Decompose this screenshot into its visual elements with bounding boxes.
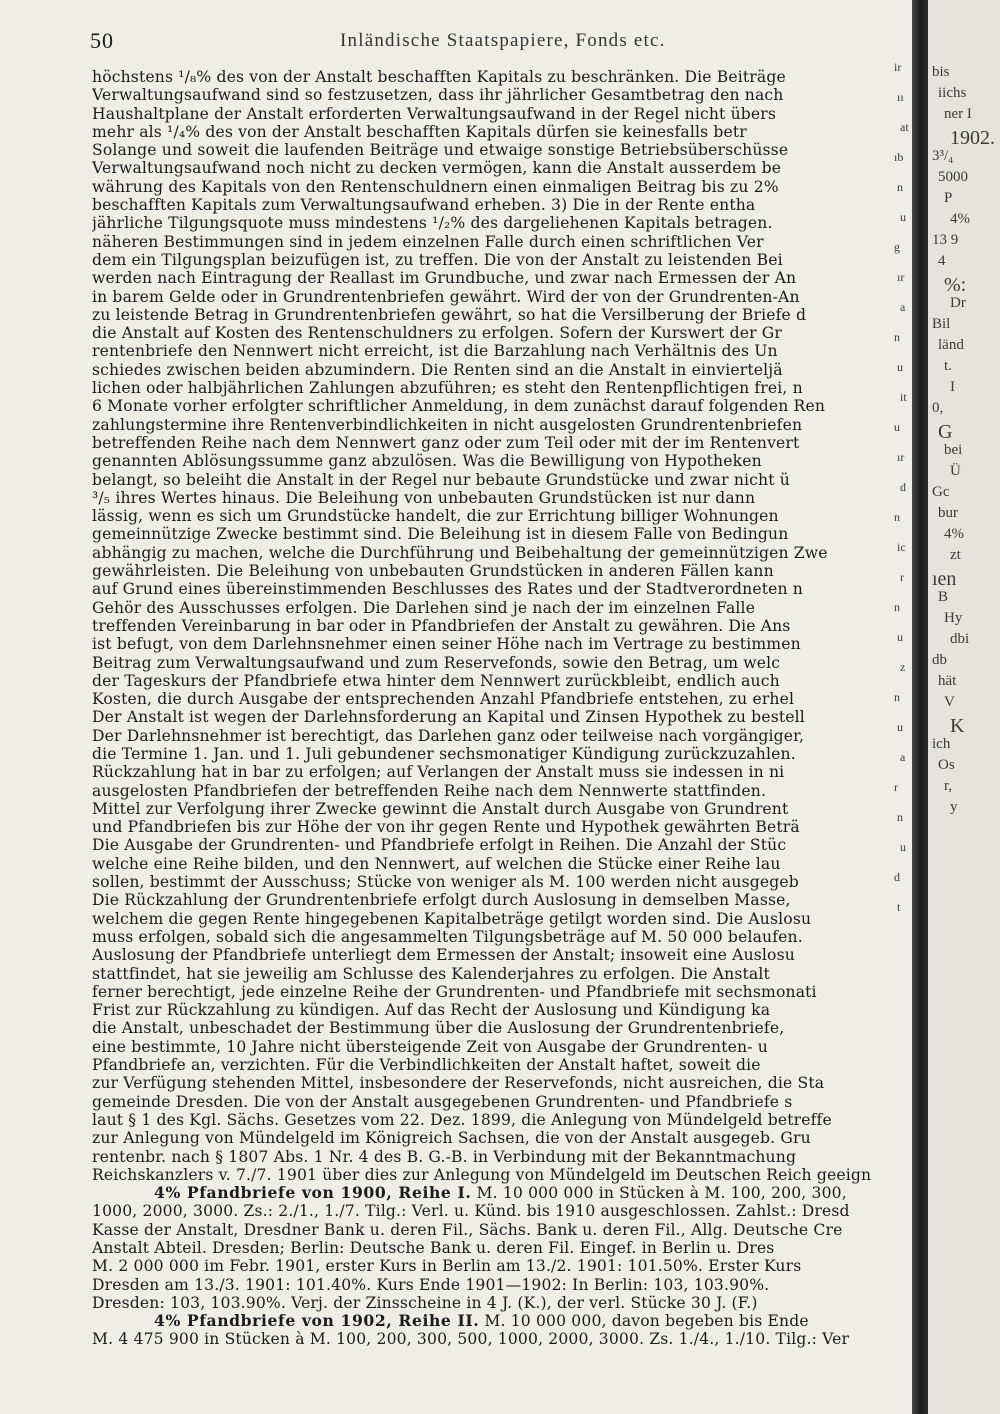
facing-page-fragment: ich	[932, 736, 951, 752]
line-text: sollen, bestimmt der Ausschuss; Stücke von weniger als M. 100 werden nicht ausgegeb	[92, 873, 799, 892]
text-line	[92, 727, 902, 745]
line-text: währung des Kapitals von den Rentenschuldnern einen einmaligen Beitrag bis zu 2%	[92, 177, 779, 196]
text-line	[92, 233, 902, 251]
line-text: zahlungstermine ihre Rentenverbindlichkeiten in nicht ausgelosten Grundrentenbriefen	[92, 415, 803, 434]
line-text: auf Grund eines übereinstimmenden Beschlusses des Rates und der Stadtverordneten n	[92, 580, 804, 599]
text-line	[92, 873, 902, 891]
line-text: lichen oder halbjährlichen Zahlungen abzuführen; es steht den Rentenpflichtigen frei, n	[92, 379, 803, 398]
text-line	[92, 1093, 902, 1111]
text-line	[92, 690, 902, 708]
line-text: dem ein Tilgungsplan beizufügen ist, zu treffen. Die von der Anstalt zu leistenden Bei	[92, 250, 783, 269]
line-text: höchstens ¹/₈% des von der Anstalt beschafften Kapitals zu beschränken. Die Beiträge	[92, 68, 786, 86]
margin-fragment: d	[894, 870, 900, 884]
line-text: welche eine Reihe bilden, und den Nennwert, auf welchen die Stücke einer Reihe lau	[92, 854, 781, 873]
line-text: rentenbriefe den Nennwert nicht erreicht, ist die Barzahlung nach Verhältnis des Un	[92, 342, 778, 361]
line-text: die Anstalt, unbeschadet der Bestimmung über die Auslosung der Grundrentenbriefe,	[92, 1019, 785, 1038]
margin-fragment: n	[897, 810, 903, 824]
line-text: die Termine 1. Jan. und 1. Juli gebundener sechsmonatiger Kündigung zurückzuzahlen.	[92, 744, 796, 763]
line-text: M. 4 475 900 in Stücken à M. 100, 200, 300, 500, 1000, 2000, 3000. Zs. 1./4., 1./10. Tilg.: Ver	[92, 1330, 850, 1349]
text-line	[92, 86, 902, 104]
text-line	[92, 855, 902, 873]
text-line	[92, 544, 902, 562]
text-line	[92, 1257, 902, 1275]
page-number: 50	[90, 28, 114, 53]
text-line	[92, 1330, 902, 1348]
text-line	[92, 105, 902, 123]
margin-fragment: r	[894, 780, 898, 794]
line-text: zur Anlegung von Mündelgeld im Königreich Sachsen, die von der Anstalt ausgegeb. Gru	[92, 1129, 811, 1148]
line-text: Rückzahlung hat in bar zu erfolgen; auf Verlangen der Anstalt muss sie indessen in ni	[92, 763, 785, 782]
line-text: ³/₅ ihres Wertes hinaus. Die Beleihung von unbebauten Grundstücken ist nur dann	[92, 488, 756, 507]
facing-page-fragment: ner I	[944, 106, 972, 122]
text-line	[92, 654, 902, 672]
text-line	[92, 617, 902, 635]
line-text: Verwaltungsaufwand noch nicht zu decken vermögen, kann die Anstalt ausserdem be	[92, 159, 782, 178]
text-line	[92, 965, 902, 983]
line-text: jährliche Tilgungsquote muss mindestens ¹/₂% des dargeliehenen Kapitals betragen.	[92, 214, 773, 233]
text-line	[92, 891, 902, 909]
text-line	[92, 946, 902, 964]
line-text: Kasse der Anstalt, Dresdner Bank u. deren Fil., Sächs. Bank u. deren Fil., Allg. Deutsche Cre	[92, 1220, 843, 1239]
line-text: rentenbr. nach § 1807 Abs. 1 Nr. 4 des B. G.-B. in Verbindung mit der Bekanntmachung	[92, 1147, 797, 1166]
line-text: Kosten, die durch Ausgabe der entsprechenden Anzahl Pfandbriefe entstehen, zu erhel	[92, 690, 795, 709]
text-line	[92, 379, 902, 397]
line-text: Mittel zur Verfolgung ihrer Zwecke gewinnt die Anstalt durch Ausgabe von Grundrent	[92, 799, 789, 818]
line-text: gewährleisten. Die Beleihung von unbebauten Grundstücken in anderen Fällen kann	[92, 562, 774, 581]
line-text: ist befugt, von dem Darlehnsnehmer einen seiner Höhe nach im Vertrage zu bestimmen	[92, 635, 801, 654]
line-text: M. 10 000 000 in Stücken à M. 100, 200, 300,	[471, 1184, 847, 1203]
text-line	[92, 763, 902, 781]
facing-page-fragment: Bil	[932, 316, 951, 332]
text-line	[92, 489, 902, 507]
facing-page-fragment: Gc	[932, 484, 950, 500]
margin-fragment: d	[900, 480, 906, 494]
margin-fragment: n	[894, 600, 900, 614]
margin-fragments	[894, 60, 912, 940]
page-header	[90, 28, 890, 58]
line-text: mehr als ¹/₄% des von der Anstalt beschafften Kapitals dürfen sie keinesfalls betr	[92, 122, 747, 141]
text-line	[92, 1129, 902, 1147]
margin-fragment: n	[897, 180, 903, 194]
line-text: ferner berechtigt, jede einzelne Reihe der Grundrenten- und Pfandbriefe mit sechsmonati	[92, 982, 817, 1001]
line-text: 6 Monate vorher erfolgter schriftlicher Anmeldung, in dem zunächst darauf folgenden Ren	[92, 397, 826, 416]
text-line	[92, 251, 902, 269]
margin-fragment: a	[900, 750, 906, 764]
facing-page-fragment: r,	[944, 778, 953, 794]
line-text: schiedes zwischen beiden abzumindern. Die Renten sind an die Anstalt in einvierteljä	[92, 360, 783, 379]
margin-fragment: a	[900, 300, 906, 314]
facing-page-fragment: 4%	[944, 526, 964, 542]
text-line	[92, 306, 902, 324]
line-text: M. 10 000 000, davon begeben bis Ende	[479, 1312, 809, 1331]
facing-page-fragment: 4%	[950, 211, 970, 227]
margin-fragment: it	[900, 390, 907, 404]
text-line	[92, 910, 902, 928]
line-text: eine bestimmte, 10 Jahre nicht übersteigende Zeit von Ausgabe der Grundrenten- u	[92, 1037, 768, 1056]
text-line	[92, 672, 902, 690]
line-text: genannten Ablösungssumme ganz abzulösen. Was die Bewilligung von Hypotheken	[92, 452, 762, 471]
line-text: abhängig zu machen, welche die Durchführung und Beibehaltung der gemeinnützigen Zwe	[92, 543, 828, 562]
text-line	[92, 123, 902, 141]
facing-page-fragment: bei	[944, 442, 963, 458]
line-text: Haushaltplane der Anstalt erforderten Verwaltungsaufwand in der Regel nicht übers	[92, 104, 777, 123]
text-line	[92, 450, 905, 471]
facing-page-fragment: %:	[944, 274, 967, 296]
facing-page-fragment: 1902.	[950, 127, 995, 149]
text-line	[92, 1148, 902, 1166]
line-text: zu leistende Betrag in Grundrentenbriefen gewährt, so hat die Versilberung der Briefe d	[92, 305, 807, 324]
facing-page-fragment: dbi	[950, 631, 970, 647]
facing-page-fragment: Hy	[944, 610, 963, 626]
line-text: zur Verfügung stehenden Mittel, insbesondere der Reservefonds, nicht ausreichen, die Sta	[92, 1074, 825, 1093]
facing-page-fragment: 0,	[932, 400, 944, 416]
text-line	[92, 68, 902, 86]
facing-page-fragment: hät	[938, 673, 957, 689]
text-line	[92, 288, 902, 306]
line-text: werden nach Eintragung der Reallast im Grundbuche, und zwar nach Ermessen der An	[92, 269, 797, 288]
facing-page-fragment: 4	[938, 253, 946, 269]
margin-fragment: u	[897, 630, 903, 644]
margin-fragment: u	[894, 420, 900, 434]
book-gutter	[912, 0, 928, 1414]
margin-fragment: n	[894, 690, 900, 704]
line-text: Dresden am 13./3. 1901: 101.40%. Kurs Ende 1901—1902: In Berlin: 103, 103.90%.	[92, 1275, 770, 1294]
line-text: Dresden: 103, 103.90%. Verj. der Zinsscheine in 4 J. (K.), der verl. Stücke 30 J. (F.)	[92, 1293, 758, 1312]
line-text: treffenden Vereinbarung in bar oder in Pfandbriefen der Anstalt zu gewähren. Die Ans	[92, 616, 791, 635]
facing-page-fragment: Ü	[950, 463, 961, 479]
line-text: Solange und soweit die laufenden Beiträge und etwaige sonstige Betriebsüberschüsse	[92, 141, 789, 160]
facing-page-fragment: y	[950, 799, 958, 815]
text-line	[92, 324, 902, 342]
text-line	[92, 635, 902, 653]
text-line	[92, 361, 902, 379]
line-text: und Pfandbriefen bis zur Höhe der von ihr gegen Rente und Hypothek gewährten Beträ	[92, 818, 800, 837]
text-line	[92, 836, 902, 854]
line-text: der Tageskurs der Pfandbriefe etwa hinter dem Nennwert zurückbleibt, endlich auch	[92, 671, 780, 690]
margin-fragment: ır	[897, 270, 905, 284]
text-line	[92, 818, 902, 836]
margin-fragment: ır	[897, 450, 905, 464]
line-text: Die Rückzahlung der Grundrentenbriefe erfolgt durch Auslosung in demselben Masse,	[92, 891, 791, 910]
text-line	[92, 507, 902, 525]
facing-page-fragment: 5000	[938, 169, 968, 185]
text-line	[92, 562, 902, 580]
margin-fragment: n	[894, 330, 900, 344]
line-text: betreffenden Reihe nach dem Nennwert ganz oder zum Teil oder mit der im Rentenvert	[92, 433, 800, 452]
line-text: näheren Bestimmungen sind in jedem einzelnen Falle durch einen schriftlichen Ver	[92, 232, 764, 251]
text-line	[92, 1239, 902, 1257]
text-line	[92, 214, 902, 232]
text-line	[92, 1221, 902, 1239]
facing-page-fragment: 13 9	[932, 232, 959, 248]
line-text: Der Anstalt ist wegen der Darlehnsforderung an Kapital und Zinsen Hypothek zu bestell	[92, 708, 805, 727]
text-line	[92, 1038, 902, 1056]
line-text: die Anstalt auf Kosten des Rentenschuldners zu erfolgen. Sofern der Kurswert der Gr	[92, 324, 783, 343]
facing-page-fragment: zt	[950, 547, 961, 563]
text-line	[92, 525, 902, 543]
line-text: gemeinde Dresden. Die von der Anstalt ausgegebenen Grundrenten- und Pfandbriefe s	[92, 1092, 793, 1111]
facing-page-fragment: G	[938, 421, 953, 443]
line-text: Gehör des Ausschusses erfolgen. Die Darlehen sind je nach der im einzelnen Falle	[92, 598, 756, 617]
margin-fragment: ic	[897, 540, 906, 554]
line-text: welchem die gegen Rente hingegebenen Kapitalbeträge getilgt worden sind. Die Auslosu	[92, 909, 812, 928]
line-text: ausgelosten Pfandbriefen der betreffenden Reihe nach dem Nennwerte stattfinden.	[92, 781, 767, 800]
text-line	[92, 1074, 902, 1092]
line-text: belangt, so beleiht die Anstalt in der Regel nur bebaute Grundstücke und zwar nicht ü	[92, 470, 790, 489]
bond-heading: 4% Pfandbriefe von 1900, Reihe I.	[154, 1184, 472, 1203]
text-line	[92, 1111, 902, 1129]
facing-page-fragment: iichs	[938, 85, 967, 101]
text-line	[92, 745, 902, 763]
margin-fragment: u	[897, 720, 903, 734]
margin-fragment: at	[900, 120, 909, 134]
facing-page-fragment: länd	[938, 337, 964, 353]
text-line	[92, 434, 902, 452]
body-text	[92, 68, 905, 1408]
line-text: muss erfolgen, sobald sich die angesammelten Tilgungsbeträge auf M. 50 000 belaufen.	[92, 927, 803, 946]
text-line	[92, 1019, 902, 1037]
line-text: lässig, wenn es sich um Grundstücke handelt, die zur Errichtung billiger Wohnungen	[92, 507, 779, 526]
margin-fragment: ıı	[897, 90, 904, 104]
text-line	[92, 580, 902, 598]
text-line	[92, 141, 902, 159]
facing-page-fragment: K	[950, 715, 965, 737]
line-text: laut § 1 des Kgl. Sächs. Gesetzes vom 22. Dez. 1899, die Anlegung von Mündelgeld betreffe	[92, 1110, 832, 1129]
line-text: Verwaltungsaufwand sind so festzusetzen, dass ihr jährlicher Gesamtbetrag den nach	[92, 86, 784, 105]
facing-page-fragment: bur	[938, 505, 958, 521]
running-title: Inländische Staatspapiere, Fonds etc.	[340, 30, 666, 51]
text-line	[92, 1166, 902, 1184]
text-line	[92, 1202, 902, 1220]
facing-page-fragment: 3³/₄	[932, 148, 954, 164]
text-line	[92, 1056, 902, 1074]
line-text: 1000, 2000, 3000. Zs.: 2./1., 1./7. Tilg.: Verl. u. Künd. bis 1910 ausgeschlossen. Zahlst.: Dresd	[92, 1202, 850, 1221]
text-line	[92, 1001, 902, 1019]
line-text: Reichskanzlers v. 7./7. 1901 über dies zur Anlegung von Mündelgeld im Deutschen Reich geeign	[92, 1165, 872, 1184]
facing-page-fragment: Os	[938, 757, 955, 773]
facing-page-fragment: I	[950, 379, 955, 395]
line-text: M. 2 000 000 im Febr. 1901, erster Kurs in Berlin am 13./2. 1901: 101.50%. Erster Kurs	[92, 1257, 802, 1276]
text-line	[92, 471, 902, 489]
text-line	[92, 1312, 902, 1330]
text-line	[92, 800, 902, 818]
text-line	[92, 1184, 902, 1202]
text-line	[92, 397, 902, 415]
line-text: Frist zur Rückzahlung zu kündigen. Auf das Recht der Auslosung und Kündigung ka	[92, 1001, 771, 1020]
margin-fragment: u	[897, 360, 903, 374]
text-line	[92, 708, 902, 726]
line-text: beschafften Kapitals zum Verwaltungsaufwand erheben. 3) Die in der Rente entha	[92, 196, 756, 215]
margin-fragment: u	[900, 210, 906, 224]
text-line	[92, 983, 902, 1001]
text-line	[92, 1294, 902, 1312]
text-line	[92, 928, 902, 946]
text-line	[92, 599, 902, 617]
margin-fragment: g	[894, 240, 900, 254]
line-text: in barem Gelde oder in Grundrentenbriefen gewährt. Wird der von der Grundrenten-An	[92, 287, 800, 306]
margin-fragment: t	[897, 900, 901, 914]
margin-fragment: n	[894, 510, 900, 524]
adjacent-page-fragments	[928, 0, 1000, 1414]
text-line	[92, 159, 902, 177]
facing-page-fragment: B	[938, 589, 949, 605]
line-text: stattfindet, hat sie jeweilig am Schlusse des Kalenderjahres zu erfolgen. Die Anstalt	[92, 964, 770, 983]
text-line	[92, 269, 905, 288]
text-line	[92, 1276, 902, 1294]
facing-page-fragment: bis	[932, 64, 950, 80]
margin-fragment: z	[900, 660, 906, 674]
facing-page-fragment: t.	[944, 358, 952, 374]
margin-fragment: ir	[894, 60, 902, 74]
line-text: Auslosung der Pfandbriefe unterliegt dem Ermessen der Anstalt; insoweit eine Auslosu	[92, 946, 795, 965]
text-line	[92, 196, 902, 214]
margin-fragment: r	[900, 570, 904, 584]
text-line	[92, 342, 902, 360]
line-text: Der Darlehnsnehmer ist berechtigt, das Darlehen ganz oder teilweise nach vorgängiger,	[92, 726, 805, 745]
margin-fragment: u	[900, 840, 906, 854]
margin-fragment: ıb	[894, 150, 904, 164]
line-text: Anstalt Abteil. Dresden; Berlin: Deutsche Bank u. deren Fil. Eingef. in Berlin u. Dres	[92, 1239, 775, 1257]
text-line	[92, 178, 902, 196]
bond-heading: 4% Pfandbriefe von 1902, Reihe II.	[154, 1312, 480, 1331]
facing-page-fragment: ıen	[932, 568, 957, 590]
line-text: gemeinnützige Zwecke bestimmt sind. Die Beleihung ist in diesem Falle von Bedingun	[92, 525, 789, 544]
text-line	[92, 416, 902, 434]
facing-page-fragment: V	[944, 694, 955, 710]
facing-page-fragment: P	[944, 190, 953, 206]
facing-page-fragment: Dr	[950, 295, 966, 311]
line-text: Pfandbriefe an, verzichten. Für die Verbindlichkeiten der Anstalt haftet, soweit die	[92, 1056, 761, 1075]
text-line	[92, 782, 902, 800]
line-text: Die Ausgabe der Grundrenten- und Pfandbriefe erfolgt in Reihen. Die Anzahl der Stüc	[92, 836, 787, 855]
line-text: Beitrag zum Verwaltungsaufwand und zum Reservefonds, sowie den Betrag, um welc	[92, 653, 781, 672]
facing-page-fragment: db	[932, 652, 947, 668]
